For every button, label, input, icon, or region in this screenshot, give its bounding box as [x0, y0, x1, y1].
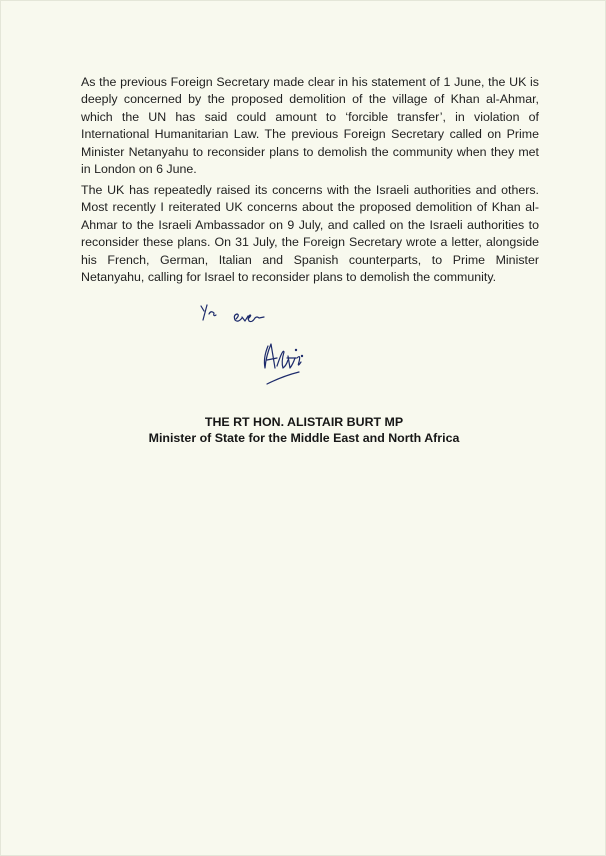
- handwritten-signature: [191, 296, 321, 396]
- letter-paragraph: The UK has repeatedly raised its concerns with the Israeli authorities and others. Most recently I reiterated UK concerns about the proposed demolition of Khan al-Ahmar to the Israeli Ambassador on 9 July, and called on the Israeli authorities to reconsider these plans. On 31 July, the Foreign Secretary wrote a letter, alongside his French, German, Italian and Spanish counterparts, to Prime Minister Netanyahu, calling for Israel to reconsider plans to demolish the community.: [81, 183, 539, 285]
- signature-icon: [191, 296, 321, 396]
- signatory-name: THE RT HON. ALISTAIR BURT MP: [204, 415, 404, 429]
- letter-paragraph: As the previous Foreign Secretary made clear in his statement of 1 June, the UK is deeply concerned by the proposed demolition of the village of Khan al-Ahmar, which the UN has said could amount to ‘forcible transfer’, in violation of International Humanitarian Law. The previous Foreign Secretary called on Prime Minister Netanyahu to reconsider plans to demolish the community when they met in London on 6 June.: [81, 75, 539, 177]
- signatory-title: Minister of State for the Middle East and North Africa: [148, 431, 460, 445]
